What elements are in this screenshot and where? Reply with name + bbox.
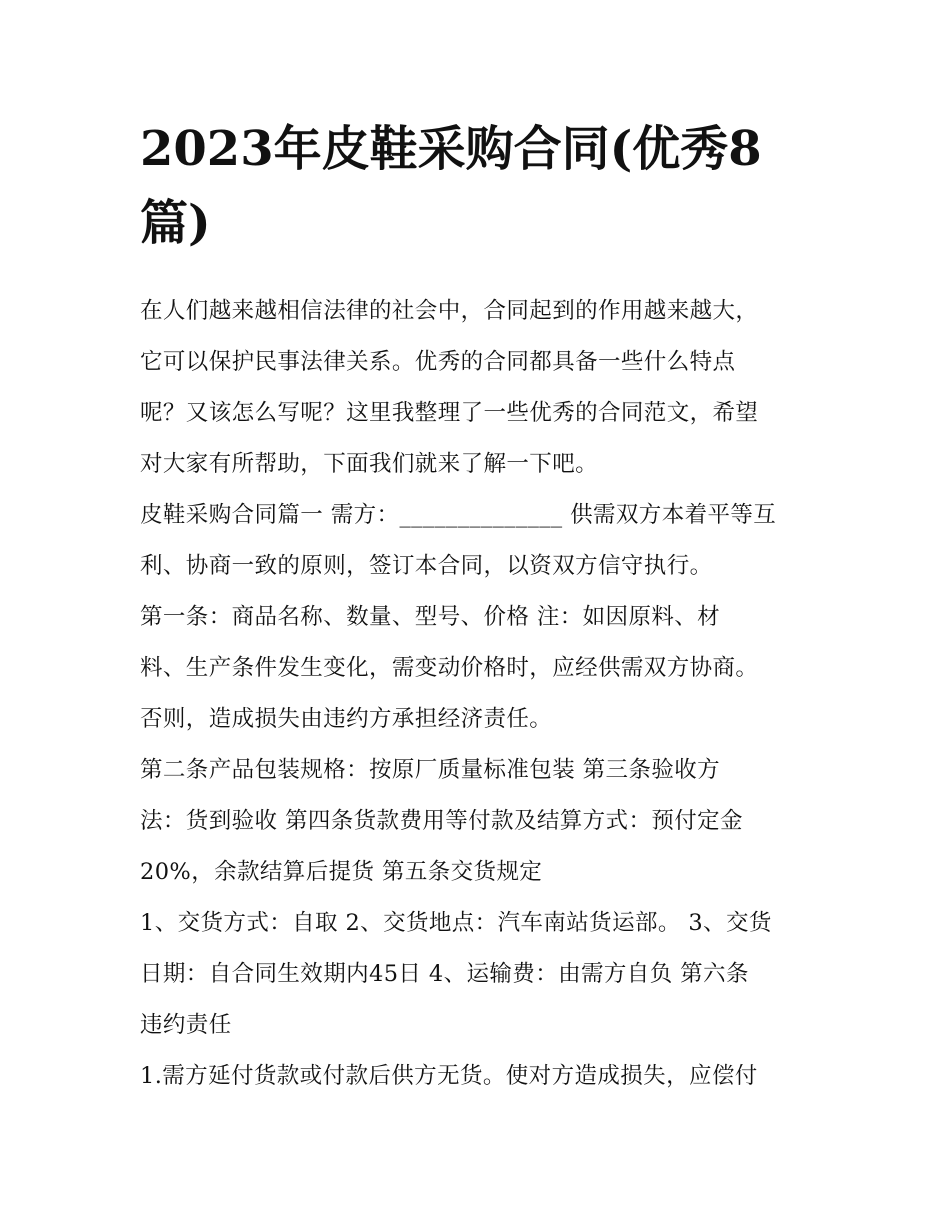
article-two-paragraph bbox=[140, 745, 820, 898]
text-line: 第二条产品包装规格：按原厂质量标准包装 第三条验收方 bbox=[140, 757, 721, 783]
document-page bbox=[140, 112, 820, 1102]
contract-intro-paragraph bbox=[140, 490, 820, 592]
intro-paragraph bbox=[140, 286, 820, 490]
text-line: 违约责任 bbox=[140, 1012, 232, 1038]
text-line: 否则，造成损失由违约方承担经济责任。 bbox=[140, 706, 553, 732]
text-line: 1、交货方式：自取 2、交货地点：汽车南站货运部。 3、交货 bbox=[140, 910, 772, 936]
text-line: 1.需方延付货款或付款后供方无货。使对方造成损失，应偿付 bbox=[140, 1063, 758, 1089]
text-line: 利、协商一致的原则，签订本合同，以资双方信守执行。 bbox=[140, 553, 713, 579]
text-line: 日期：自合同生效期内45日 4、运输费：由需方自负 第六条 bbox=[140, 961, 749, 987]
text-line: 在人们越来越相信法律的社会中，合同起到的作用越来越大， bbox=[140, 298, 759, 324]
text-line: 对大家有所帮助，下面我们就来了解一下吧。 bbox=[140, 451, 599, 477]
text-line: 料、生产条件发生变化，需变动价格时，应经供需双方协商。 bbox=[140, 655, 759, 681]
text-line: 法：货到验收 第四条货款费用等付款及结算方式：预付定金 bbox=[140, 808, 743, 834]
liability-paragraph bbox=[140, 1051, 820, 1102]
text-line: 它可以保护民事法律关系。优秀的合同都具备一些什么特点 bbox=[140, 349, 736, 375]
text-line: 第一条：商品名称、数量、型号、价格 注：如因原料、材 bbox=[140, 604, 721, 630]
article-one-paragraph bbox=[140, 592, 820, 745]
text-line: 呢？又该怎么写呢？这里我整理了一些优秀的合同范文，希望 bbox=[140, 400, 759, 426]
text-line: 皮鞋采购合同篇一 需方：______________ 供需双方本着平等互 bbox=[140, 502, 777, 528]
text-line: 20%，余款结算后提货 第五条交货规定 bbox=[140, 859, 543, 885]
document-title: 2023年皮鞋采购合同(优秀8篇) bbox=[140, 121, 762, 251]
delivery-terms-paragraph bbox=[140, 898, 820, 1051]
